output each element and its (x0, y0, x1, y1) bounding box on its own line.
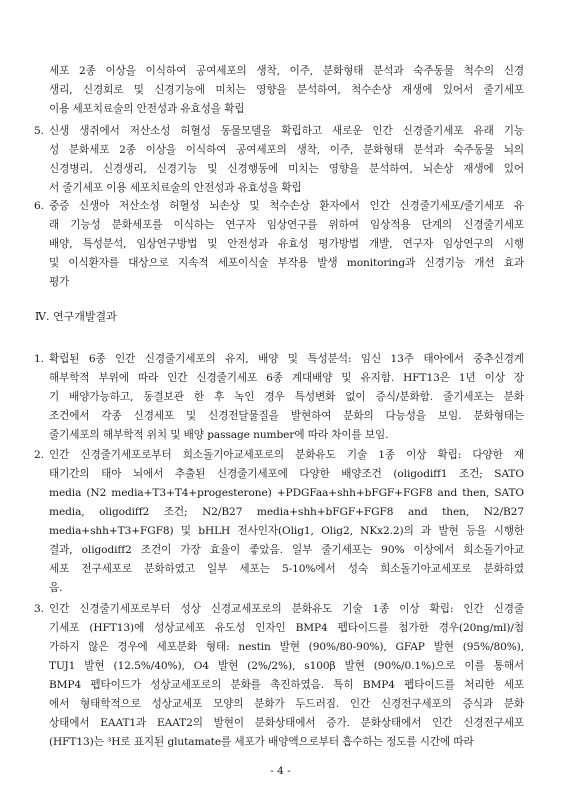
text-line: 확립된 6종 인간 신경줄기세포의 유지, 배양 및 특성분석: 임신 13주 태아에서 중추신경계 (49, 353, 524, 365)
text-line: 평가 (49, 276, 70, 288)
text-line: 인간 신경줄기세포로부터 성상 신경교세포로의 분화유도 기술 1종 이상 확립: 인간 신경줄 (49, 603, 524, 615)
page-number: - 4 - (270, 765, 291, 777)
list-number: 6. (34, 200, 44, 212)
text-line: 생리, 신경회로 및 신경기능에 미치는 영향을 분석하여, 척수손상 재생에 있어서 줄기세포 (49, 84, 524, 96)
list-item-6 (34, 197, 524, 292)
text-line: 기세포 (HFT13)에 성상교세포 유도성 인자인 BMP4 펩타이드를 첨가한 경우(20ng/ml)/첨 (49, 622, 524, 634)
text-line: 신생 생쥐에서 저산소성 허혈성 동물모델을 확립하고 새로운 인간 신경줄기세포 유래 기능 (49, 125, 524, 137)
text-line: 태기간의 태아 뇌에서 추출된 신경줄기세포에 다양한 배양조건 (oligodiff1 조건; SATO (49, 468, 524, 480)
text-line: 줄기세포의 해부학적 위치 및 배양 passage number에 따라 차이를 보임. (49, 429, 389, 441)
text-line: 및 이식환자를 대상으로 지속적 세포이식술 부작용 발생 monitoring과 신경기능 개선 효과 (49, 257, 524, 269)
list-item-5 (34, 122, 524, 198)
text-line: 래 기능성 분화세포를 이식하는 연구자 임상연구를 위하여 임상적용 단계의 신경줄기세포 (49, 219, 524, 231)
text-line: 해부학적 부위에 따라 인간 신경줄기세포 6종 계대배양 및 유지함. HFT13은 1년 이상 장 (49, 372, 524, 384)
text-line: 가하지 않은 경우에 세포분화 형태: nestin 발현 (90%/80-90%), GFAP 발현 (95%/80%), (49, 641, 524, 653)
text-line: 이용 세포치료술의 안전성과 유효성을 확립 (49, 103, 245, 115)
text-line: media (N2 media+T3+T4+progesterone) +PDGFaa+shh+bFGF+FGF8 and then, SATO (49, 487, 524, 499)
text-line: 서 줄기세포 이용 세포치료술의 안전성과 유효성을 확립 (49, 182, 302, 194)
list-number: 3. (34, 603, 44, 615)
result-item-1 (34, 350, 524, 445)
text-line: 세포 전구세포로 분화하였고 일부 세포는 5-10%에서 성숙 희소돌기아교세포로 분화하였 (49, 563, 524, 575)
list-number: 1. (34, 353, 44, 365)
text-line: 성 분화세포 2종 이상을 이식하여 공여세포의 생착, 이주, 분화형태 분석과 숙주동물 뇌의 (49, 144, 524, 156)
text-line: TUJ1 발현 (12.5%/40%), O4 발현 (2%/2%), s100β 발현 (90%/0.1%)으로 이를 통해서 (49, 660, 524, 672)
text-line: 기 배양가능하고, 동결보관 한 후 녹인 경우 특성변화 없이 증식/분화함. 줄기세포는 분화 (49, 391, 524, 403)
continuation-paragraph (34, 62, 524, 119)
result-item-2 (34, 446, 524, 598)
text-line: 음. (49, 582, 63, 594)
list-number: 2. (34, 449, 44, 461)
text-line: 상태에서 EAAT1과 EAAT2의 발현이 분화상태에서 증가. 분화상태에서 인간 신경전구세포 (49, 717, 524, 729)
list-number: 5. (34, 125, 44, 137)
text-line: media, oligodiff2 조건; N2/B27 media+shh+bFGF+FGF8 and then, N2/B27 (49, 506, 524, 518)
text-line: 신경병리, 신경생리, 신경기능 및 신경행동에 미치는 영향을 분석하여, 뇌손상 재생에 있어 (49, 163, 524, 175)
text-line: 인간 신경줄기세포로부터 희소돌기아교세포로의 분화유도 기술 1종 이상 확립: 다양한 재 (49, 449, 524, 461)
text-line: 세포 2종 이상을 이식하여 공여세포의 생착, 이주, 분화형태 분석과 숙주동물 척수의 신경 (49, 65, 524, 77)
text-line: BMP4 펩타이드가 성상교세포로의 분화를 촉진하였음. 특히 BMP4 펩타이드를 처리한 세포 (49, 679, 524, 691)
text-line: media+shh+T3+FGF8) 및 bHLH 전사인자(Olig1, Olig2, NKx2.2)의 과 발현 등을 시행한 (49, 525, 524, 537)
text-line: (HFT13)는 ³H로 표지된 glutamate를 세포가 배양액으로부터 흡수하는 정도를 시간에 따라 (49, 736, 474, 748)
text-line: 배양, 특성분석, 임상연구방법 및 안전성과 유효성 평가방법 개발, 연구자 임상연구의 시행 (49, 238, 524, 250)
text-line: 중증 신생아 저산소성 허혈성 뇌손상 및 척수손상 환자에서 인간 신경줄기세포/줄기세포 유 (49, 200, 524, 212)
text-line: 조건에서 각종 신경세포 및 신경전달물질을 발현하여 분화의 다능성을 보임. 분화형태는 (49, 410, 524, 422)
text-line: 결과, oligodiff2 조건이 가장 효율이 좋았음. 일부 줄기세포는 90% 이상에서 희소돌기아교 (49, 544, 524, 556)
text-line: 에서 형태학적으로 성상교세포 모양의 분화가 두드러짐. 인간 신경전구세포의 증식과 분화 (49, 698, 524, 710)
section-heading: Ⅳ. 연구개발결과 (35, 310, 117, 323)
result-item-3 (34, 600, 524, 752)
